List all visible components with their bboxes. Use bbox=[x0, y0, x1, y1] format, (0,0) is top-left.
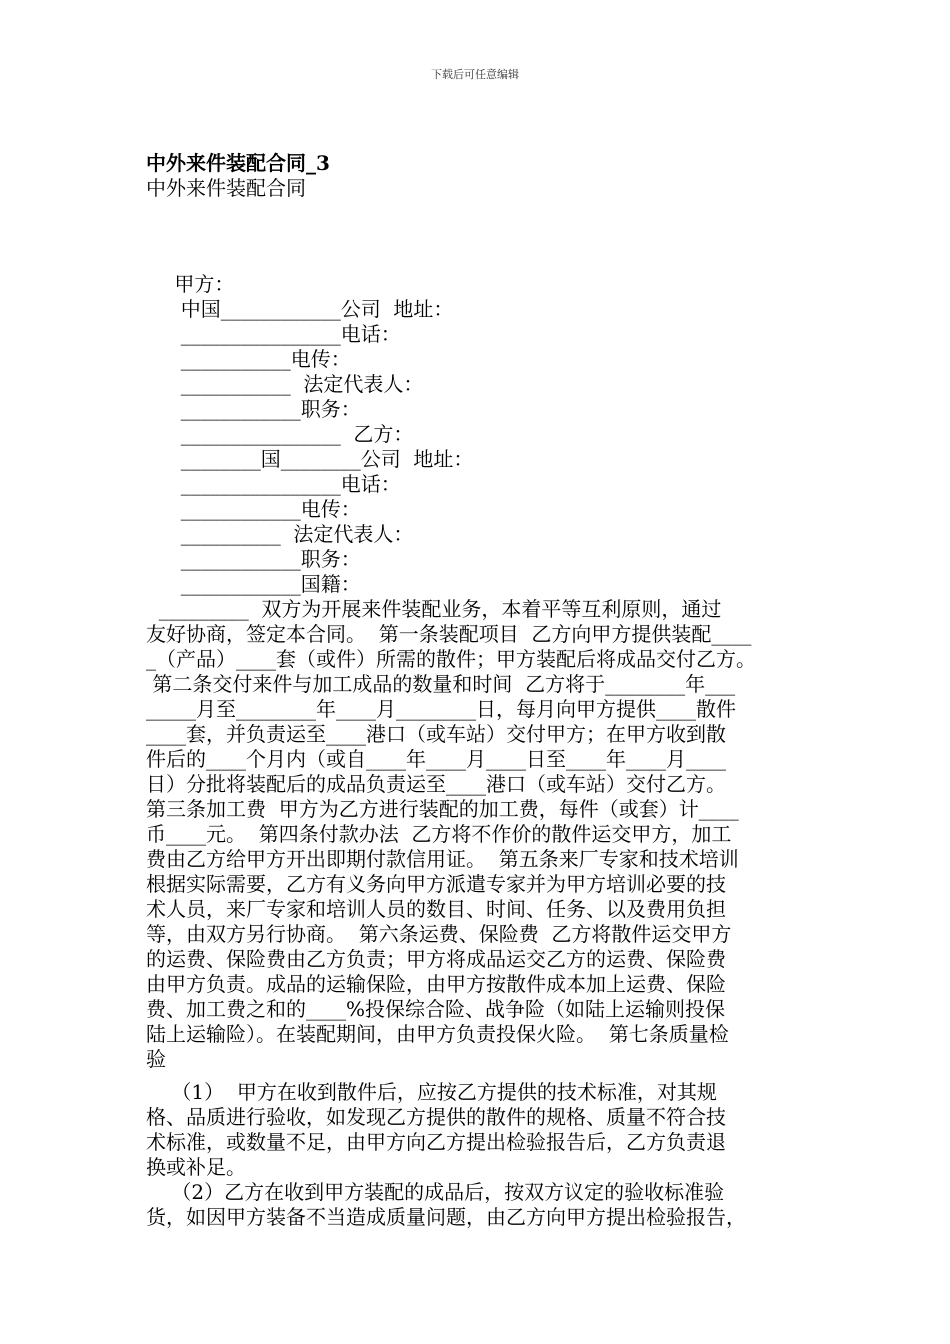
contract-line: 第三条加工费 甲方为乙方进行装配的加工费，每件（或套）计____ bbox=[146, 797, 739, 821]
page-header-note: 下载后可任意编辑 bbox=[431, 68, 519, 81]
party-field-line: 甲方： bbox=[168, 272, 235, 296]
contract-line: 由甲方负责。成品的运输保险，由甲方按散件成本加上运费、保险 bbox=[146, 972, 726, 996]
contract-line: 术人员，来厂专家和培训人员的数目、时间、任务、以及费用负担 bbox=[146, 897, 726, 921]
party-field-line: ____________职务： bbox=[168, 397, 361, 421]
contract-line: 根据实际需要，乙方有义务向甲方派遣专家并为甲方培训必要的技 bbox=[146, 872, 726, 896]
party-field-line: ________________电话： bbox=[168, 472, 401, 496]
contract-body bbox=[146, 597, 806, 1230]
clause-1-line: 格、品质进行验收，如发现乙方提供的散件的规格、质量不符合技 bbox=[146, 1105, 726, 1129]
contract-line: _____月至________年____月________日，每月向甲方提供____散件 bbox=[146, 697, 736, 721]
contract-line: 币____元。 第四条付款办法 乙方将不作价的散件运交甲方，加工 bbox=[146, 822, 732, 846]
contract-line: 验 bbox=[146, 1047, 166, 1071]
contract-line: 费、加工费之和的____%投保综合险、战争险（如陆上运输则投保 bbox=[146, 997, 726, 1021]
party-field-line: ________国________公司 地址： bbox=[168, 447, 474, 471]
clause-2-line: 货，如因甲方装备不当造成质量问题，由乙方向甲方提出检验报告， bbox=[146, 1205, 746, 1229]
contract-line: _________ 双方为开展来件装配业务，本着平等互利原则，通过 bbox=[146, 597, 722, 621]
document-title: 中外来件装配合同_3 bbox=[146, 151, 330, 175]
party-field-line: ___________电传： bbox=[168, 347, 351, 371]
contract-line: 费由乙方给甲方开出即期付款信用证。 第五条来厂专家和技术培训 bbox=[146, 847, 739, 871]
party-field-line: __________ 法定代表人： bbox=[168, 522, 414, 546]
contract-line: 陆上运输险）。在装配期间，由甲方负责投保火险。 第七条质量检 bbox=[146, 1022, 729, 1046]
contract-line: 等，由双方另行协商。 第六条运费、保险费 乙方将散件运交甲方 bbox=[146, 922, 732, 946]
contract-line: 的运费、保险费由乙方负责；甲方将成品运交乙方的运费、保险费 bbox=[146, 947, 726, 971]
party-field-line: 中国____________公司 地址： bbox=[168, 297, 454, 321]
clause-1-line: 术标准，或数量不足，由甲方向乙方提出检验报告后，乙方负责退 bbox=[146, 1130, 726, 1154]
contract-line: 友好协商，签定本合同。 第一条装配项目 乙方向甲方提供装配____ bbox=[146, 622, 752, 646]
clause-2-line: （2）乙方在收到甲方装配的成品后，按双方议定的验收标准验 bbox=[146, 1180, 725, 1204]
party-fields bbox=[168, 272, 828, 597]
contract-line: ____套，并负责运至____港口（或车站）交付甲方；在甲方收到散 bbox=[146, 722, 726, 746]
party-field-line: ____________国籍： bbox=[168, 572, 361, 596]
clause-1-line: 换或补足。 bbox=[146, 1155, 246, 1179]
contract-line: 第二条交付来件与加工成品的数量和时间 乙方将于________年___ bbox=[146, 672, 736, 696]
paragraph-gap bbox=[146, 1072, 806, 1080]
party-field-line: ____________电传： bbox=[168, 497, 361, 521]
party-field-line: ________________ 乙方： bbox=[168, 422, 414, 446]
party-field-line: ____________职务： bbox=[168, 547, 361, 571]
contract-line: 件后的____个月内（或自____年____月____日至____年____月____ bbox=[146, 747, 726, 771]
party-field-line: ___________ 法定代表人： bbox=[168, 372, 424, 396]
clause-1-line: （1） 甲方在收到散件后，应按乙方提供的技术标准，对其规 bbox=[146, 1080, 717, 1104]
document-subtitle: 中外来件装配合同 bbox=[146, 176, 306, 200]
contract-line: 日）分批将装配后的成品负责运至____港口（或车站）交付乙方。 bbox=[146, 772, 726, 796]
party-field-line: ________________电话： bbox=[168, 322, 401, 346]
contract-line: _（产品）____套（或件）所需的散件；甲方装配后将成品交付乙方。 bbox=[146, 647, 756, 671]
